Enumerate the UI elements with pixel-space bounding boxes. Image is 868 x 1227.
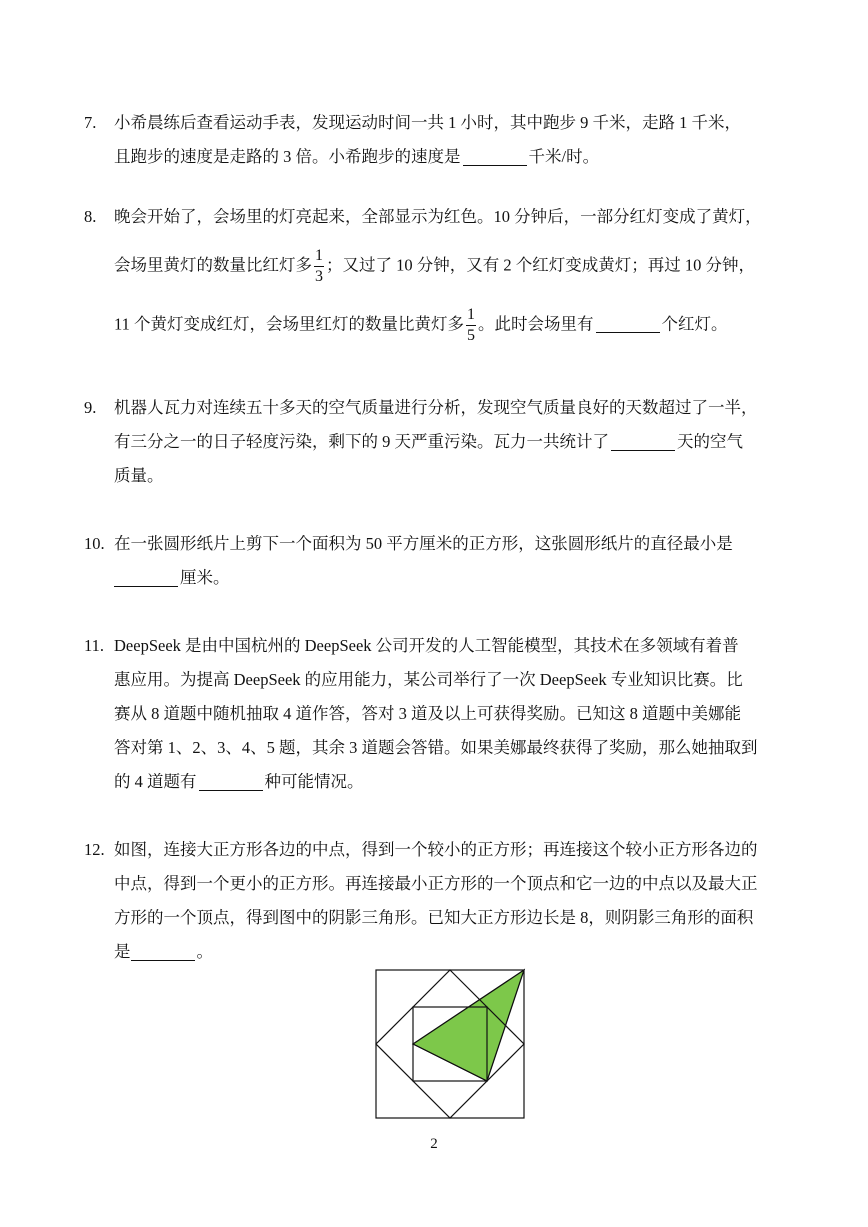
question-text: 11 个黄灯变成红灯，会场里红灯的数量比黄灯多 <box>114 314 465 334</box>
question-text: 小希晨练后查看运动手表，发现运动时间一共 1 小时，其中跑步 9 千米，走路 1 千米， <box>114 113 741 132</box>
question-text: 晚会开始了，会场里的灯亮起来，全部显示为红色。10 分钟后，一部分红灯变成了黄灯， <box>114 207 762 226</box>
question-text: DeepSeek 是由中国杭州的 DeepSeek 公司开发的人工智能模型，其技术在多领域有着普 <box>114 636 739 655</box>
answer-blank[interactable] <box>611 432 675 451</box>
question-text: ；又过了 10 分钟，又有 2 个红灯变成黄灯；再过 10 分钟， <box>326 255 755 275</box>
question-number: 9. <box>84 398 97 417</box>
question-number: 8. <box>84 207 97 226</box>
question-11 <box>84 629 786 799</box>
nested-squares-figure <box>374 968 526 1120</box>
answer-blank[interactable] <box>596 314 660 333</box>
question-text: 惠应用。为提高 DeepSeek 的应用能力，某公司举行了一次 DeepSeek 专业知识比赛。比 <box>114 670 743 689</box>
question-8 <box>84 200 786 344</box>
question-number: 12. <box>84 840 105 859</box>
question-text: 个红灯。 <box>661 314 728 334</box>
question-text: 在一张圆形纸片上剪下一个面积为 50 平方厘米的正方形，这张圆形纸片的直径最小是 <box>114 534 733 553</box>
question-text: 种可能情况。 <box>264 772 364 791</box>
question-text: 赛从 8 道题中随机抽取 4 道作答，答对 3 道及以上可获得奖励。已知这 8 道题中美娜能 <box>114 704 741 723</box>
answer-blank[interactable] <box>114 568 178 587</box>
answer-blank[interactable] <box>131 942 195 961</box>
shaded-triangle <box>413 970 524 1081</box>
question-9 <box>84 391 786 493</box>
question-7 <box>84 106 786 174</box>
question-text: 如图，连接大正方形各边的中点，得到一个较小的正方形；再连接这个较小正方形各边的 <box>114 840 758 859</box>
fraction-one-third: $\frac{1}{3}$ <box>315 247 323 285</box>
question-text: 有三分之一的日子轻度污染，剩下的 9 天严重污染。瓦力一共统计了 <box>114 432 609 451</box>
question-text: 中点，得到一个更小的正方形。再连接最小正方形的一个顶点和它一边的中点以及最大正 <box>114 874 758 893</box>
question-text: 。 <box>196 942 213 961</box>
question-text: 是 <box>114 942 131 961</box>
question-text: 且跑步的速度是走路的 3 倍。小希跑步的速度是 <box>114 147 461 166</box>
page-number: 2 <box>430 1136 438 1152</box>
question-text: 千米/时。 <box>528 147 600 166</box>
question-text: 。此时会场里有 <box>478 314 594 334</box>
fraction-one-fifth: $\frac{1}{5}$ <box>467 306 476 344</box>
question-12 <box>84 833 786 969</box>
question-10 <box>84 527 786 595</box>
answer-blank[interactable] <box>199 772 263 791</box>
question-text: 答对第 1、2、3、4、5 题，其余 3 道题会答错。如果美娜最终获得了奖励，那么她抽取到 <box>114 738 758 757</box>
question-text: 会场里黄灯的数量比红灯多 <box>114 255 312 275</box>
question-text: 方形的一个顶点，得到图中的阴影三角形。已知大正方形边长是 8，则阴影三角形的面积 <box>114 908 754 927</box>
question-number: 11. <box>84 636 105 655</box>
question-number: 10. <box>84 534 105 553</box>
question-text: 天的空气 <box>677 432 743 451</box>
question-text: 厘米。 <box>180 568 230 587</box>
answer-blank[interactable] <box>463 147 527 166</box>
question-text: 质量。 <box>114 466 164 485</box>
question-text: 的 4 道题有 <box>114 772 197 791</box>
question-number: 7. <box>84 113 97 132</box>
question-text: 机器人瓦力对连续五十多天的空气质量进行分析，发现空气质量良好的天数超过了一半， <box>114 398 758 417</box>
